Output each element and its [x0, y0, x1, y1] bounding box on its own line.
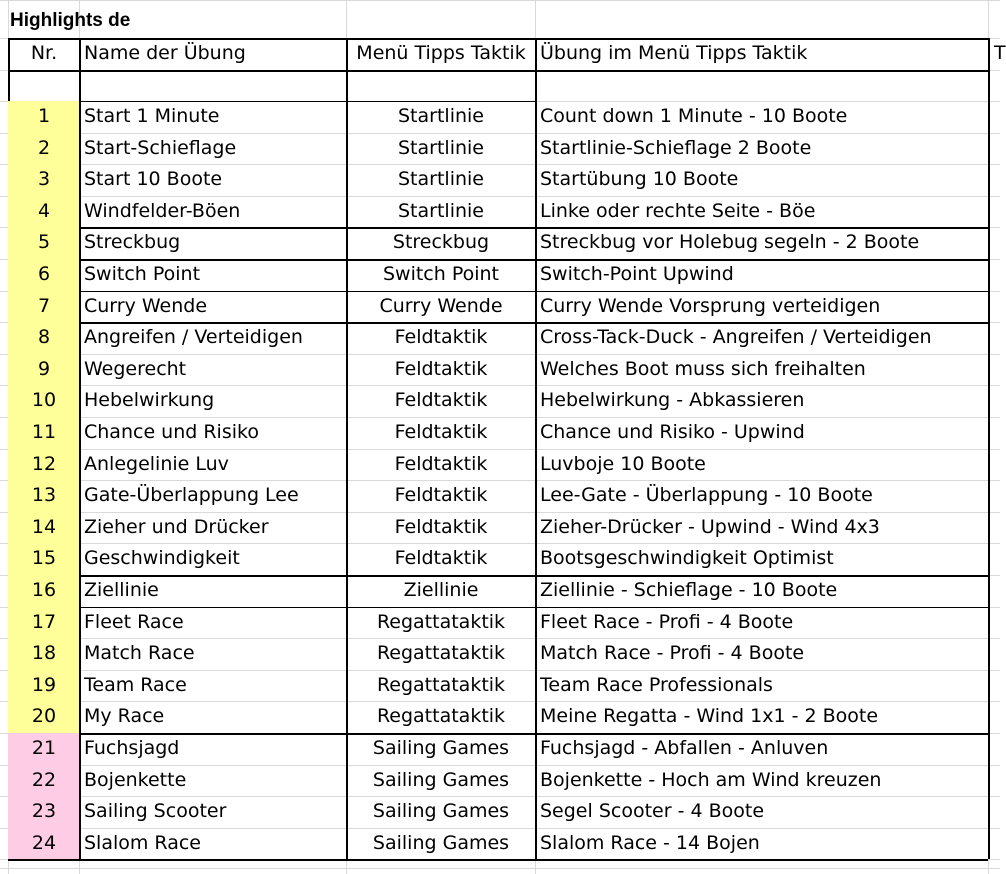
cell-exercise[interactable]: Startübung 10 Boote: [540, 168, 739, 191]
cell-name[interactable]: Match Race: [84, 642, 195, 665]
header-exercise[interactable]: Übung im Menü Tipps Taktik: [540, 42, 808, 64]
cell-exercise[interactable]: Switch-Point Upwind: [540, 263, 734, 285]
cell-nr[interactable]: 5: [37, 231, 51, 254]
cell-exercise[interactable]: Count down 1 Minute - 10 Boote: [540, 105, 848, 127]
cell-menu[interactable]: Regattataktik: [376, 610, 506, 633]
table-border: [8, 70, 988, 72]
cell-exercise[interactable]: Chance und Risiko - Upwind: [540, 421, 805, 443]
cell-exercise[interactable]: Ziellinie - Schieflage - 10 Boote: [540, 579, 838, 601]
cell-exercise[interactable]: Zieher-Drücker - Upwind - Wind 4x3: [540, 515, 880, 538]
cell-nr[interactable]: 21: [31, 737, 57, 759]
header-name[interactable]: Name der Übung: [84, 42, 246, 64]
cell-menu[interactable]: Regattataktik: [376, 642, 506, 665]
cell-nr[interactable]: 17: [31, 610, 57, 633]
cell-name[interactable]: Fuchsjagd: [84, 737, 180, 759]
cell-exercise[interactable]: Linke oder rechte Seite - Böe: [540, 199, 816, 222]
cell-exercise[interactable]: Welches Boot muss sich freihalten: [540, 357, 866, 380]
cell-nr[interactable]: 8: [37, 326, 51, 349]
cell-exercise[interactable]: Meine Regatta - Wind 1x1 - 2 Boote: [540, 705, 879, 728]
cell-nr[interactable]: 23: [31, 800, 57, 823]
cell-nr[interactable]: 19: [31, 673, 57, 696]
cell-exercise[interactable]: Luvboje 10 Boote: [540, 452, 706, 475]
cell-name[interactable]: Start-Schieflage: [84, 136, 237, 159]
cell-exercise[interactable]: Lee-Gate - Überlappung - 10 Boote: [540, 484, 873, 507]
cell-menu[interactable]: Feldtaktik: [394, 547, 488, 570]
header-menu[interactable]: Menü Tipps Taktik: [356, 42, 526, 64]
cell-nr[interactable]: 18: [31, 642, 57, 665]
cell-name[interactable]: Hebelwirkung: [84, 389, 215, 412]
cell-exercise[interactable]: Fuchsjagd - Abfallen - Anluven: [540, 737, 829, 759]
cell-name[interactable]: Streckbug: [84, 231, 181, 254]
cell-nr[interactable]: 1: [37, 105, 51, 127]
cell-name[interactable]: Chance und Risiko: [84, 421, 259, 443]
cell-nr[interactable]: 4: [37, 199, 51, 222]
cell-nr[interactable]: 15: [31, 547, 57, 570]
cell-nr[interactable]: 11: [31, 421, 57, 443]
sheet-title[interactable]: Highlights de: [10, 10, 131, 31]
table-border: [535, 38, 537, 859]
cell-menu[interactable]: Curry Wende: [379, 294, 503, 317]
cell-exercise[interactable]: Startlinie-Schieflage 2 Boote: [540, 136, 812, 159]
cell-nr[interactable]: 24: [31, 831, 57, 854]
cell-menu[interactable]: Feldtaktik: [394, 389, 488, 412]
table-border: [8, 859, 988, 861]
cell-menu[interactable]: Startlinie: [398, 136, 484, 159]
cell-exercise[interactable]: Hebelwirkung - Abkassieren: [540, 389, 805, 412]
next-column-header-stub[interactable]: T: [994, 42, 1006, 64]
cell-name[interactable]: Sailing Scooter: [84, 800, 227, 823]
cell-name[interactable]: Gate-Überlappung Lee: [84, 484, 299, 507]
cell-exercise[interactable]: Team Race Professionals: [540, 673, 773, 696]
cell-nr[interactable]: 9: [37, 357, 51, 380]
cell-exercise[interactable]: Slalom Race - 14 Bojen: [540, 831, 760, 854]
cell-name[interactable]: Team Race: [84, 673, 187, 696]
cell-nr[interactable]: 10: [31, 389, 57, 412]
cell-menu[interactable]: Sailing Games: [372, 768, 510, 791]
cell-exercise[interactable]: Match Race - Profi - 4 Boote: [540, 642, 805, 665]
cell-name[interactable]: Switch Point: [84, 263, 201, 285]
header-nr[interactable]: Nr.: [30, 42, 58, 64]
cell-menu[interactable]: Sailing Games: [372, 800, 510, 823]
cell-menu[interactable]: Startlinie: [398, 199, 484, 222]
cell-nr[interactable]: 12: [31, 452, 57, 475]
cell-menu[interactable]: Feldtaktik: [394, 515, 488, 538]
cell-menu[interactable]: Switch Point: [382, 263, 500, 285]
cell-menu[interactable]: Ziellinie: [403, 579, 479, 601]
cell-name[interactable]: Bojenkette: [84, 768, 187, 791]
cell-name[interactable]: Fleet Race: [84, 610, 184, 633]
cell-exercise[interactable]: Fleet Race - Profi - 4 Boote: [540, 610, 794, 633]
cell-name[interactable]: Slalom Race: [84, 831, 201, 854]
cell-nr[interactable]: 7: [37, 294, 51, 317]
cell-name[interactable]: Curry Wende: [84, 294, 208, 317]
cell-nr[interactable]: 6: [37, 263, 51, 285]
cell-nr[interactable]: 13: [31, 484, 57, 507]
cell-name[interactable]: Start 1 Minute: [84, 105, 220, 127]
cell-name[interactable]: Angreifen / Verteidigen: [84, 326, 303, 349]
cell-name[interactable]: Windfelder-Böen: [84, 199, 241, 222]
cell-menu[interactable]: Feldtaktik: [394, 484, 488, 507]
cell-nr[interactable]: 3: [37, 168, 51, 191]
cell-nr[interactable]: 16: [31, 579, 57, 601]
gridline: [0, 0, 1000, 1]
cell-exercise[interactable]: Curry Wende Vorsprung verteidigen: [540, 294, 881, 317]
gridline: [0, 868, 1000, 869]
cell-nr[interactable]: 22: [31, 768, 57, 791]
cell-menu[interactable]: Feldtaktik: [394, 326, 488, 349]
cell-name[interactable]: Ziellinie: [84, 579, 159, 601]
cell-menu[interactable]: Feldtaktik: [394, 452, 488, 475]
cell-menu[interactable]: Startlinie: [398, 168, 484, 191]
cell-name[interactable]: Anlegelinie Luv: [84, 452, 229, 475]
cell-name[interactable]: Zieher und Drücker: [84, 515, 269, 538]
cell-nr[interactable]: 20: [31, 705, 57, 728]
cell-menu[interactable]: Sailing Games: [372, 831, 510, 854]
cell-nr[interactable]: 2: [37, 136, 51, 159]
cell-menu[interactable]: Streckbug: [392, 231, 490, 254]
cell-nr[interactable]: 14: [31, 515, 57, 538]
cell-exercise[interactable]: Cross-Tack-Duck - Angreifen / Verteidigen: [540, 326, 932, 349]
cell-name[interactable]: Wegerecht: [84, 357, 187, 380]
cell-name[interactable]: Geschwindigkeit: [84, 547, 240, 570]
cell-exercise[interactable]: Bojenkette - Hoch am Wind kreuzen: [540, 768, 882, 791]
cell-exercise[interactable]: Streckbug vor Holebug segeln - 2 Boote: [540, 231, 920, 254]
cell-menu[interactable]: Startlinie: [398, 105, 484, 127]
cell-name[interactable]: My Race: [84, 705, 165, 728]
cell-menu[interactable]: Sailing Games: [372, 737, 510, 759]
cell-exercise[interactable]: Segel Scooter - 4 Boote: [540, 800, 765, 823]
cell-menu[interactable]: Regattataktik: [376, 705, 506, 728]
cell-menu[interactable]: Feldtaktik: [394, 421, 488, 443]
cell-name[interactable]: Start 10 Boote: [84, 168, 223, 191]
cell-menu[interactable]: Feldtaktik: [394, 357, 488, 380]
cell-exercise[interactable]: Bootsgeschwindigkeit Optimist: [540, 547, 834, 570]
cell-menu[interactable]: Regattataktik: [376, 673, 506, 696]
